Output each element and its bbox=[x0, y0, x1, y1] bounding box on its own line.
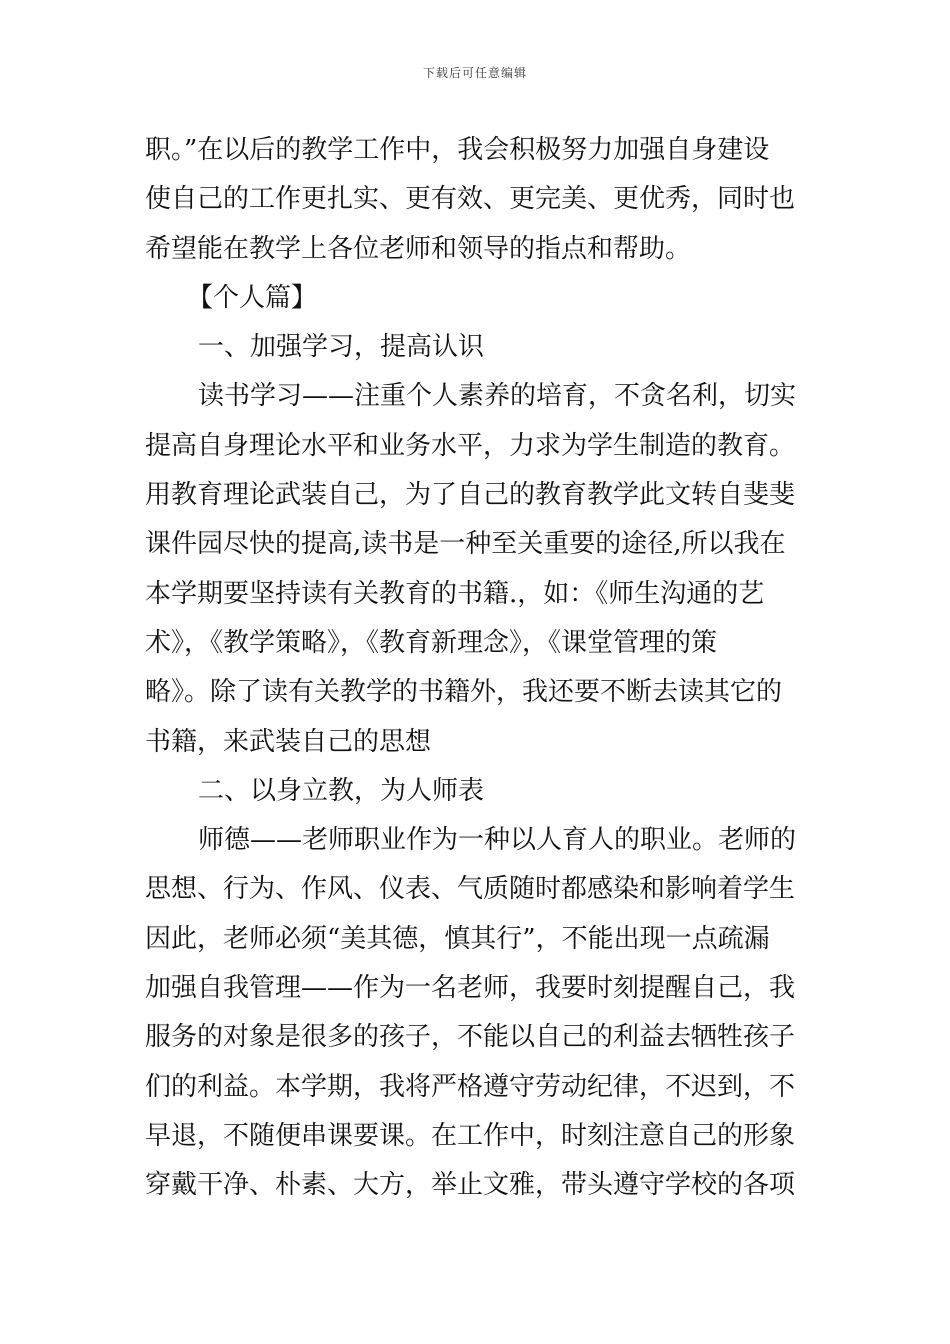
text-line: 本学期要坚持读有关教育的书籍.，如：《师生沟通的艺 bbox=[145, 578, 765, 609]
text-line: 课件园尽快的提高,读书是一种至关重要的途径,所以我在 bbox=[145, 529, 786, 560]
text-line: 职。”在以后的教学工作中，我会积极努力加强自身建设 bbox=[145, 135, 770, 165]
text-line: 【个人篇】 bbox=[187, 282, 318, 313]
text-line: 穿戴干净、朴素、大方，举止文雅，带头遵守学校的各项 bbox=[145, 1170, 796, 1201]
text-line: 们的利益。本学期，我将严格遵守劳动纪律，不迟到，不 bbox=[145, 1071, 796, 1102]
text-line: 二、以身立教，为人师表 bbox=[198, 775, 485, 806]
text-line: 一、加强学习，提高认识 bbox=[198, 332, 485, 363]
document-body bbox=[145, 126, 807, 1211]
text-line: 术》，《教学策略》，《教育新理念》，《课堂管理的策 bbox=[145, 627, 718, 658]
text-line: 提高自身理论水平和业务水平，力求为学生制造的教育。 bbox=[145, 430, 796, 461]
text-line: 服务的对象是很多的孩子，不能以自己的利益去牺牲孩子 bbox=[145, 1022, 796, 1053]
page-header: 下载后可任意编辑 bbox=[422, 66, 527, 80]
text-line: 用教育理论武装自己，为了自己的教育教学此文转自斐斐 bbox=[145, 480, 796, 511]
text-line: 使自己的工作更扎实、更有效、更完美、更优秀，同时也 bbox=[145, 184, 796, 215]
text-line: 思想、行为、作风、仪表、气质随时都感染和影响着学生 bbox=[145, 874, 796, 905]
text-line: 希望能在教学上各位老师和领导的指点和帮助。 bbox=[145, 233, 692, 264]
text-line: 书籍，来武装自己的思想 bbox=[145, 726, 432, 757]
text-line: 略》。除了读有关教学的书籍外，我还要不断去读其它的 bbox=[145, 677, 783, 708]
text-line: 师德——老师职业作为一种以人育人的职业。老师的 bbox=[198, 825, 797, 856]
text-line: 早退，不随便串课要课。在工作中，时刻注意自己的形象 bbox=[145, 1120, 796, 1151]
text-line: 加强自我管理——作为一名老师，我要时刻提醒自己，我 bbox=[145, 973, 796, 1004]
text-line: 读书学习——注重个人素养的培育，不贪名利，切实 bbox=[198, 381, 797, 412]
text-line: 因此，老师必须“美其德，慎其行”，不能出现一点疏漏 bbox=[145, 923, 770, 954]
